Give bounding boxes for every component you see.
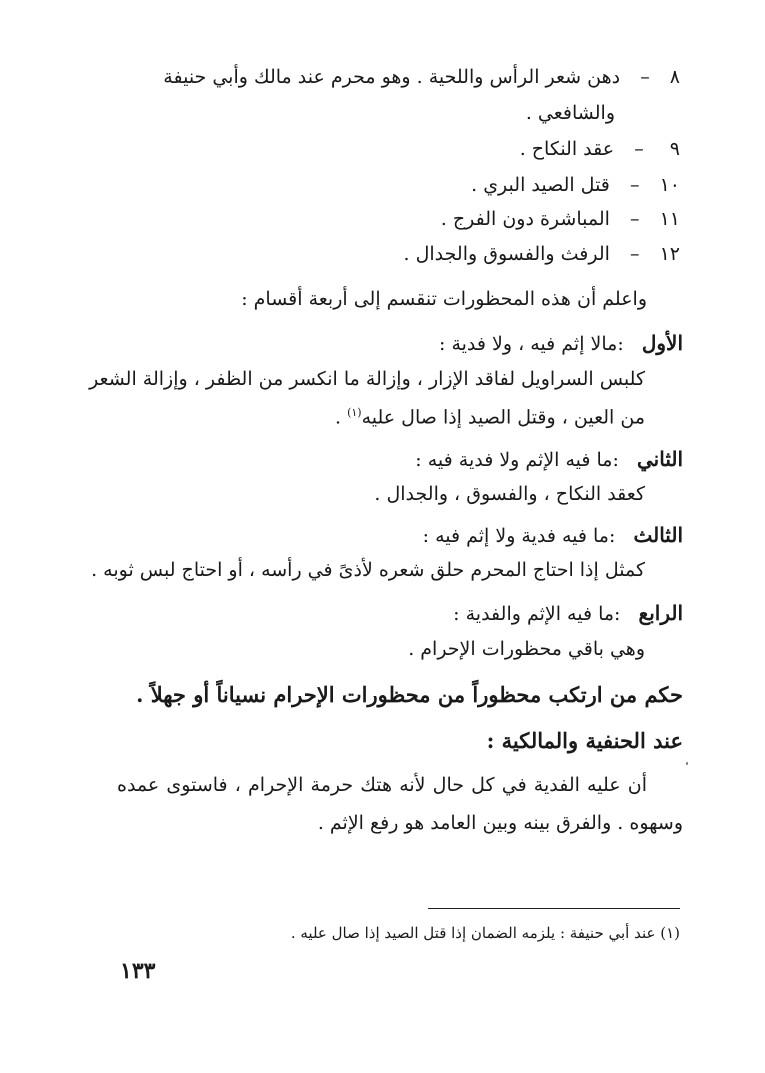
- list-item-11: [441, 204, 680, 234]
- footnote-text: (١) عند أبي حنيفة : يلزمه الضمان إذا قتل الصيد إذا صال عليه .: [290, 924, 680, 942]
- list-number: ٩: [669, 138, 680, 160]
- list-dash: –: [634, 138, 644, 160]
- category-second-heading: [415, 444, 683, 475]
- list-dash: –: [629, 174, 640, 196]
- list-number: ١١: [659, 208, 680, 230]
- category-third-body: كمثل إذا احتاج المحرم حلق شعره لأذىً في رأسه ، أو احتاج لبس ثوبه .: [91, 559, 645, 581]
- list-text: قتل الصيد البري .: [471, 174, 610, 196]
- list-dash: –: [629, 208, 640, 230]
- category-first-body-line1: كلبس السراويل لفاقد الإزار ، وإزالة ما انكسر من الظفر ، وإزالة الشعر: [89, 368, 645, 390]
- list-item-12: [404, 239, 680, 269]
- body-text-end: .: [334, 406, 348, 429]
- list-item-10: [471, 170, 680, 200]
- footnote-reference[interactable]: (١): [347, 406, 362, 419]
- school-heading: عند الحنفية والمالكية :: [486, 728, 683, 753]
- list-text: دهن شعر الرأس واللحية . وهو محرم عند مالك وأبي حنيفة: [163, 66, 621, 88]
- body-text: من العين ، وقتل الصيد إذا صال عليه: [361, 406, 645, 429]
- list-number: ١٢: [659, 243, 680, 265]
- category-first-heading: [439, 328, 683, 359]
- list-text: المباشرة دون الفرج .: [440, 208, 610, 230]
- list-item-9: [520, 134, 680, 164]
- list-text: الرفث والفسوق والجدال .: [403, 243, 610, 265]
- category-label: الثالث: [633, 523, 683, 547]
- category-second-body: كعقد النكاح ، والفسوق ، والجدال .: [374, 483, 645, 505]
- category-description: :ما فيه الإثم والفدية :: [453, 603, 621, 625]
- ruling-heading: حكم من ارتكب محظوراً من محظورات الإحرام نسياناً أو جهلاً .: [136, 682, 683, 707]
- scan-speck: [686, 762, 688, 765]
- category-fourth-heading: [453, 598, 683, 629]
- category-label: الرابع: [638, 601, 683, 625]
- list-dash: –: [629, 243, 640, 265]
- paragraph-line1: أن عليه الفدية في كل حال لأنه هتك حرمة الإحرام ، فاستوى عمده: [117, 774, 647, 796]
- category-description: :ما فيه الإثم ولا فدية فيه :: [415, 449, 619, 471]
- page-number: ١٣٣: [120, 958, 156, 984]
- paragraph-line2: وسهوه . والفرق بينه وبين العامد هو رفع الإثم .: [317, 812, 683, 834]
- category-description: :مالا إثم فيه ، ولا فدية :: [439, 333, 624, 355]
- list-dash: –: [640, 66, 650, 88]
- category-first-body-line2: [335, 398, 645, 432]
- list-item-8: [163, 62, 680, 92]
- category-third-heading: [423, 520, 683, 551]
- list-number: ١٠: [659, 174, 680, 196]
- intro-sentence: واعلم أن هذه المحظورات تنقسم إلى أربعة أقسام :: [241, 288, 647, 310]
- list-text: عقد النكاح .: [519, 138, 615, 160]
- category-label: الثاني: [636, 447, 683, 471]
- list-number: ٨: [669, 66, 680, 88]
- category-fourth-body: وهي باقي محظورات الإحرام .: [408, 638, 645, 660]
- category-description: :ما فيه فدية ولا إثم فيه :: [422, 525, 616, 547]
- list-item-8-continuation: والشافعي .: [525, 102, 615, 124]
- footnote-divider: [428, 908, 680, 909]
- category-label: الأول: [641, 331, 683, 355]
